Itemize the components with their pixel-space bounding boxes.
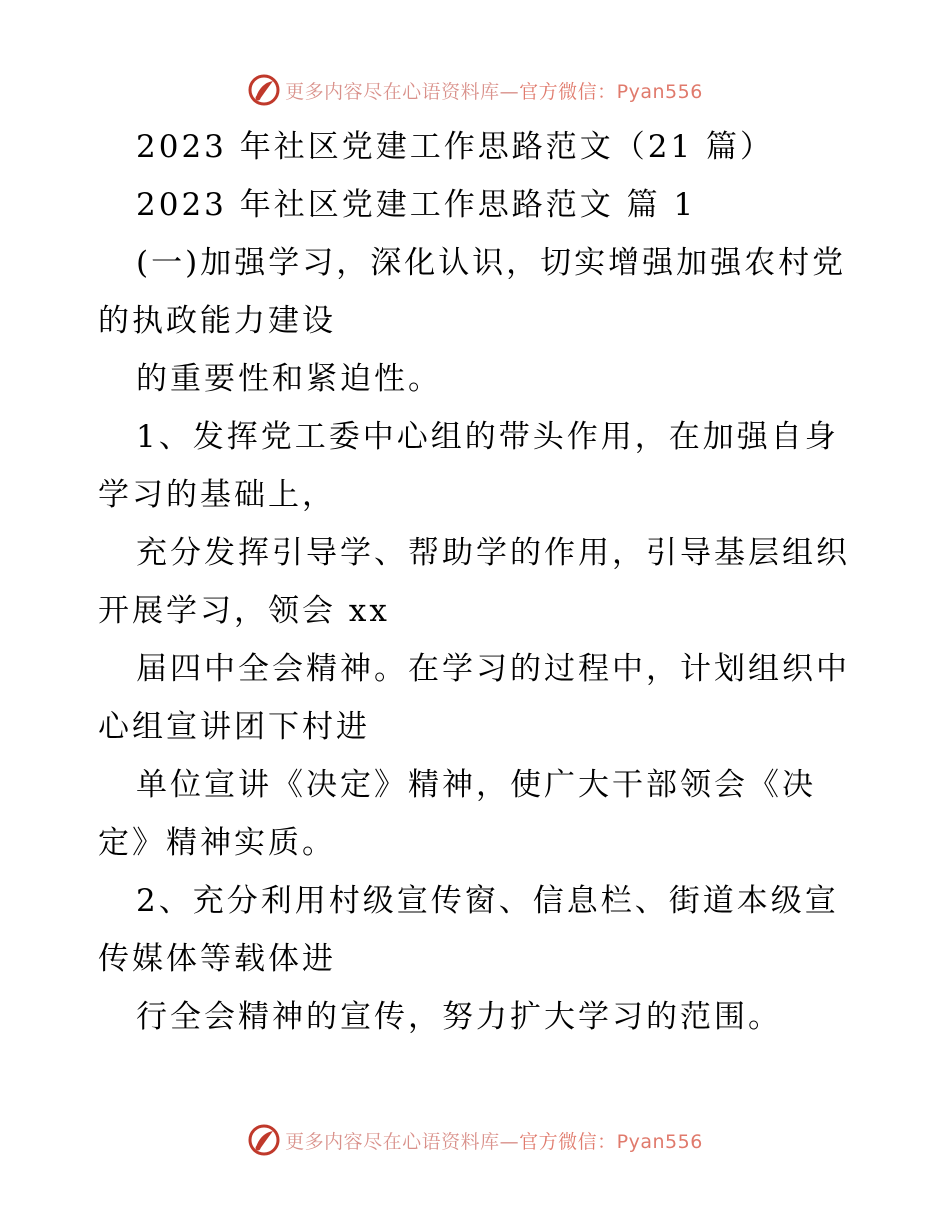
paragraph-line: 1、发挥党工委中心组的带头作用，在加强自身 [136,419,839,455]
watermark-text: 更多内容尽在心语资料库—官方微信：Pyan556 [285,1130,703,1153]
paragraph-line: 的重要性和紧迫性。 [136,361,442,397]
paragraph-line: (一)加强学习，深化认识，切实增强加强农村党 [136,245,847,281]
paragraph-line: 行全会精神的宣传，努力扩大学习的范围。 [136,999,782,1035]
paragraph-line: 学习的基础上， [98,477,336,513]
paragraph-line: 的执政能力建设 [98,303,336,339]
paragraph-line: 传媒体等载体进 [98,941,336,977]
brush-logo-icon [247,73,281,107]
watermark-banner-top [0,70,950,110]
watermark-text: 更多内容尽在心语资料库—官方微信：Pyan556 [285,80,703,103]
paragraph-line: 届四中全会精神。在学习的过程中，计划组织中 [136,651,850,687]
paragraph-line: 定》精神实质。 [98,825,336,861]
document-title: 2023 年社区党建工作思路范文（21 篇） [136,129,775,165]
brush-logo-icon [247,1123,281,1157]
paragraph-line: 心组宣讲团下村进 [98,709,370,745]
document-body [98,118,858,1046]
paragraph-line: 单位宣讲《决定》精神，使广大干部领会《决 [136,767,816,803]
paragraph-line: 开展学习，领会 xx [98,593,390,629]
section-heading: 2023 年社区党建工作思路范文 篇 1 [136,187,697,223]
paragraph-line: 2、充分利用村级宣传窗、信息栏、街道本级宣 [136,883,839,919]
paragraph-line: 充分发挥引导学、帮助学的作用，引导基层组织 [136,535,850,571]
watermark-banner-bottom [0,1120,950,1160]
